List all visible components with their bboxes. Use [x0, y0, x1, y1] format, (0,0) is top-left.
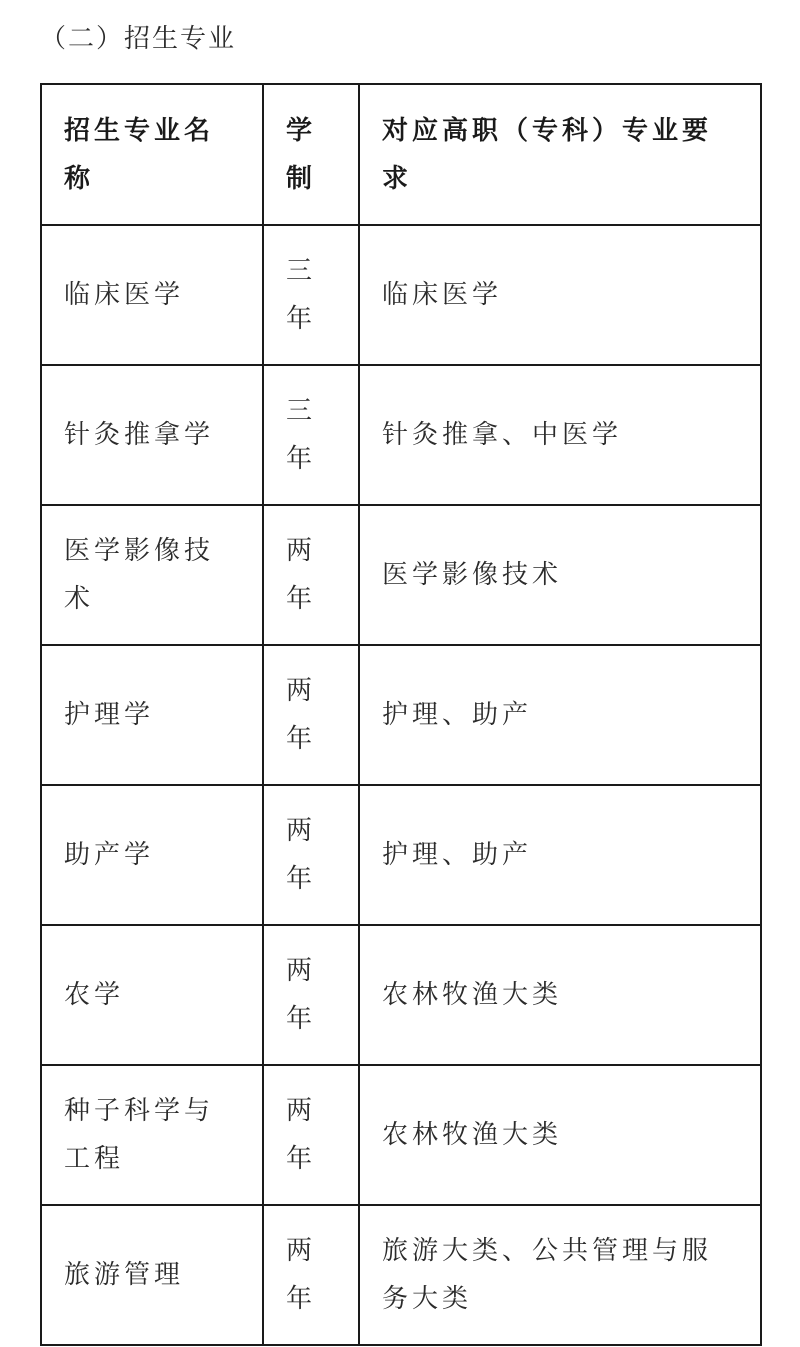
major-name-cell: 农学: [41, 925, 263, 1065]
section-title: （二）招生专业: [40, 24, 237, 54]
requirement-cell: 农林牧渔大类: [359, 925, 761, 1065]
major-name-cell: 医学影像技术: [41, 505, 263, 645]
major-name-cell: 种子科学与工程: [41, 1065, 263, 1205]
duration-cell: 两年: [263, 505, 359, 645]
table-row: [41, 785, 761, 925]
table-row: [41, 1065, 761, 1205]
table-row: [41, 225, 761, 365]
major-name-cell: 旅游管理: [41, 1205, 263, 1345]
requirement-cell: 护理、助产: [359, 785, 761, 925]
table-row: [41, 645, 761, 785]
duration-cell: 两年: [263, 1205, 359, 1345]
requirement-cell: 临床医学: [359, 225, 761, 365]
duration-cell: 两年: [263, 1065, 359, 1205]
duration-cell: 三年: [263, 365, 359, 505]
table-row: [41, 505, 761, 645]
table-row: [41, 925, 761, 1065]
duration-cell: 两年: [263, 925, 359, 1065]
requirement-cell: 医学影像技术: [359, 505, 761, 645]
major-name-cell: 助产学: [41, 785, 263, 925]
table-row: [41, 1205, 761, 1345]
requirement-cell: 农林牧渔大类: [359, 1065, 761, 1205]
duration-cell: 两年: [263, 645, 359, 785]
table-row: [41, 365, 761, 505]
major-name-cell: 护理学: [41, 645, 263, 785]
requirement-cell: 旅游大类、公共管理与服务大类: [359, 1205, 761, 1345]
requirement-cell: 针灸推拿、中医学: [359, 365, 761, 505]
major-name-cell: 针灸推拿学: [41, 365, 263, 505]
duration-cell: 两年: [263, 785, 359, 925]
header-requirement: 对应高职（专科）专业要求: [359, 84, 761, 225]
table-header-row: [41, 84, 761, 225]
header-major-name: 招生专业名称: [41, 84, 263, 225]
duration-cell: 三年: [263, 225, 359, 365]
major-name-cell: 临床医学: [41, 225, 263, 365]
header-duration: 学制: [263, 84, 359, 225]
majors-table: [40, 83, 762, 1346]
requirement-cell: 护理、助产: [359, 645, 761, 785]
